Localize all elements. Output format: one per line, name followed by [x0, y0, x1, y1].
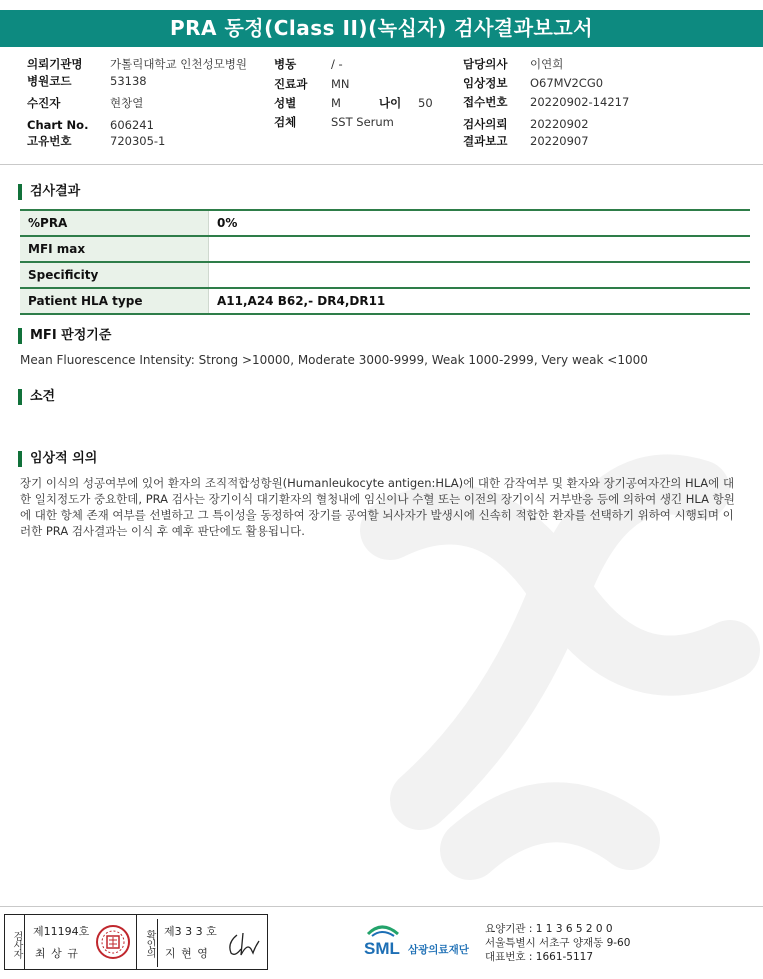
organization-info	[485, 922, 630, 964]
logo-org-name: 삼광의료재단	[408, 944, 469, 956]
info-label: 병원코드	[27, 74, 72, 88]
confirmer-name: 지 현 영	[165, 947, 209, 960]
info-label: 접수번호	[463, 95, 508, 109]
info-value: SST Serum	[331, 115, 394, 129]
table-row	[20, 262, 750, 288]
age-value: 50	[418, 96, 433, 110]
info-label: 병동	[274, 57, 297, 71]
section-title-clinical: 임상적 의의	[18, 451, 97, 467]
info-label: 고유번호	[27, 134, 72, 148]
mfi-criteria-text: Mean Fluorescence Intensity: Strong >10000, Moderate 3000-9999, Weak 1000-2999, Very weak <1000	[20, 353, 648, 367]
inspector-number: 제11194호	[33, 925, 90, 938]
info-value: O67MV2CG0	[530, 76, 604, 90]
info-label: 의뢰기관명	[27, 57, 83, 71]
result-label: Patient HLA type	[20, 288, 209, 314]
info-value: 가톨릭대학교 인천성모병원	[110, 57, 247, 71]
info-label: 임상정보	[463, 76, 508, 90]
section-title-results: 검사결과	[18, 184, 80, 200]
info-value: M	[331, 96, 341, 110]
info-label: 결과보고	[463, 134, 508, 148]
inspector-label: 검사자	[5, 915, 25, 969]
info-label: 진료과	[274, 77, 308, 91]
result-value	[209, 236, 751, 262]
table-row	[20, 288, 750, 314]
info-value: 606241	[110, 118, 154, 132]
info-value: 53138	[110, 74, 147, 88]
info-value: 현창열	[110, 96, 144, 110]
clinical-significance-text: 장기 이식의 성공여부에 있어 환자의 조직적합성항원(Humanleukocyte antigen:HLA)에 대한 감작여부 및 환자와 장기공여자간의 HLA에 대한 일치정도가 중요한데, PRA 검사는 장기이식 대기환자의 혈청내에 임신이나 수혈 또는 이전의 장기이식 거부반응 등에 의하여 생긴 HLA 항원에 대한 항체 존재 여부를 선별하고 그 특이성을 동정하여 장기를 공여할 뇌사자가 발생시에 신속히 적합한 환자를 선택하기 위하여 시행되며 이러한 PRA 검사결과는 이식 후 예후 판단에도 활용됩니다.	[20, 476, 735, 538]
info-label: 성별	[274, 96, 297, 110]
info-value: 이연희	[530, 57, 564, 71]
org-code: 요양기관 : 1 1 3 6 5 2 0 0	[485, 923, 613, 935]
info-label: 검사의뢰	[463, 117, 508, 131]
inspector-name: 최 상 규	[35, 947, 79, 960]
result-value: A11,A24 B62,- DR4,DR11	[209, 288, 751, 314]
sml-logo-icon	[364, 920, 482, 962]
info-value: 20220902	[530, 117, 589, 131]
org-phone: 대표번호 : 1661-5117	[485, 951, 594, 963]
section-title-opinion: 소견	[18, 389, 55, 405]
info-value: MN	[331, 77, 350, 91]
result-value	[209, 262, 751, 288]
table-row	[20, 236, 750, 262]
section-title-mfi: MFI 판정기준	[18, 328, 111, 344]
confirmer-number: 제3 3 3 호	[164, 925, 217, 938]
info-label: 담당의사	[463, 57, 508, 71]
table-row	[20, 210, 750, 236]
logo-short-text: SML	[364, 939, 400, 958]
result-value: 0%	[209, 210, 751, 236]
footer-divider	[0, 906, 763, 907]
header-divider	[0, 164, 763, 165]
results-table	[20, 209, 750, 315]
info-label: 수진자	[27, 96, 61, 110]
info-label: Chart No.	[27, 118, 89, 132]
info-value: 720305-1	[110, 134, 166, 148]
info-label: 검체	[274, 115, 297, 129]
age-label: 나이	[379, 96, 402, 110]
result-label: %PRA	[20, 210, 209, 236]
info-value: / -	[331, 57, 343, 71]
result-label: Specificity	[20, 262, 209, 288]
report-title: PRA 동정(Class II)(녹십자) 검사결과보고서	[0, 10, 763, 47]
org-address: 서울특별시 서초구 양재동 9-60	[485, 937, 631, 949]
result-label: MFI max	[20, 236, 209, 262]
info-value: 20220902-14217	[530, 95, 630, 109]
signature-box	[4, 914, 268, 970]
signature-icon	[225, 929, 263, 959]
info-value: 20220907	[530, 134, 589, 148]
confirmer-label: 확인의	[137, 919, 158, 967]
